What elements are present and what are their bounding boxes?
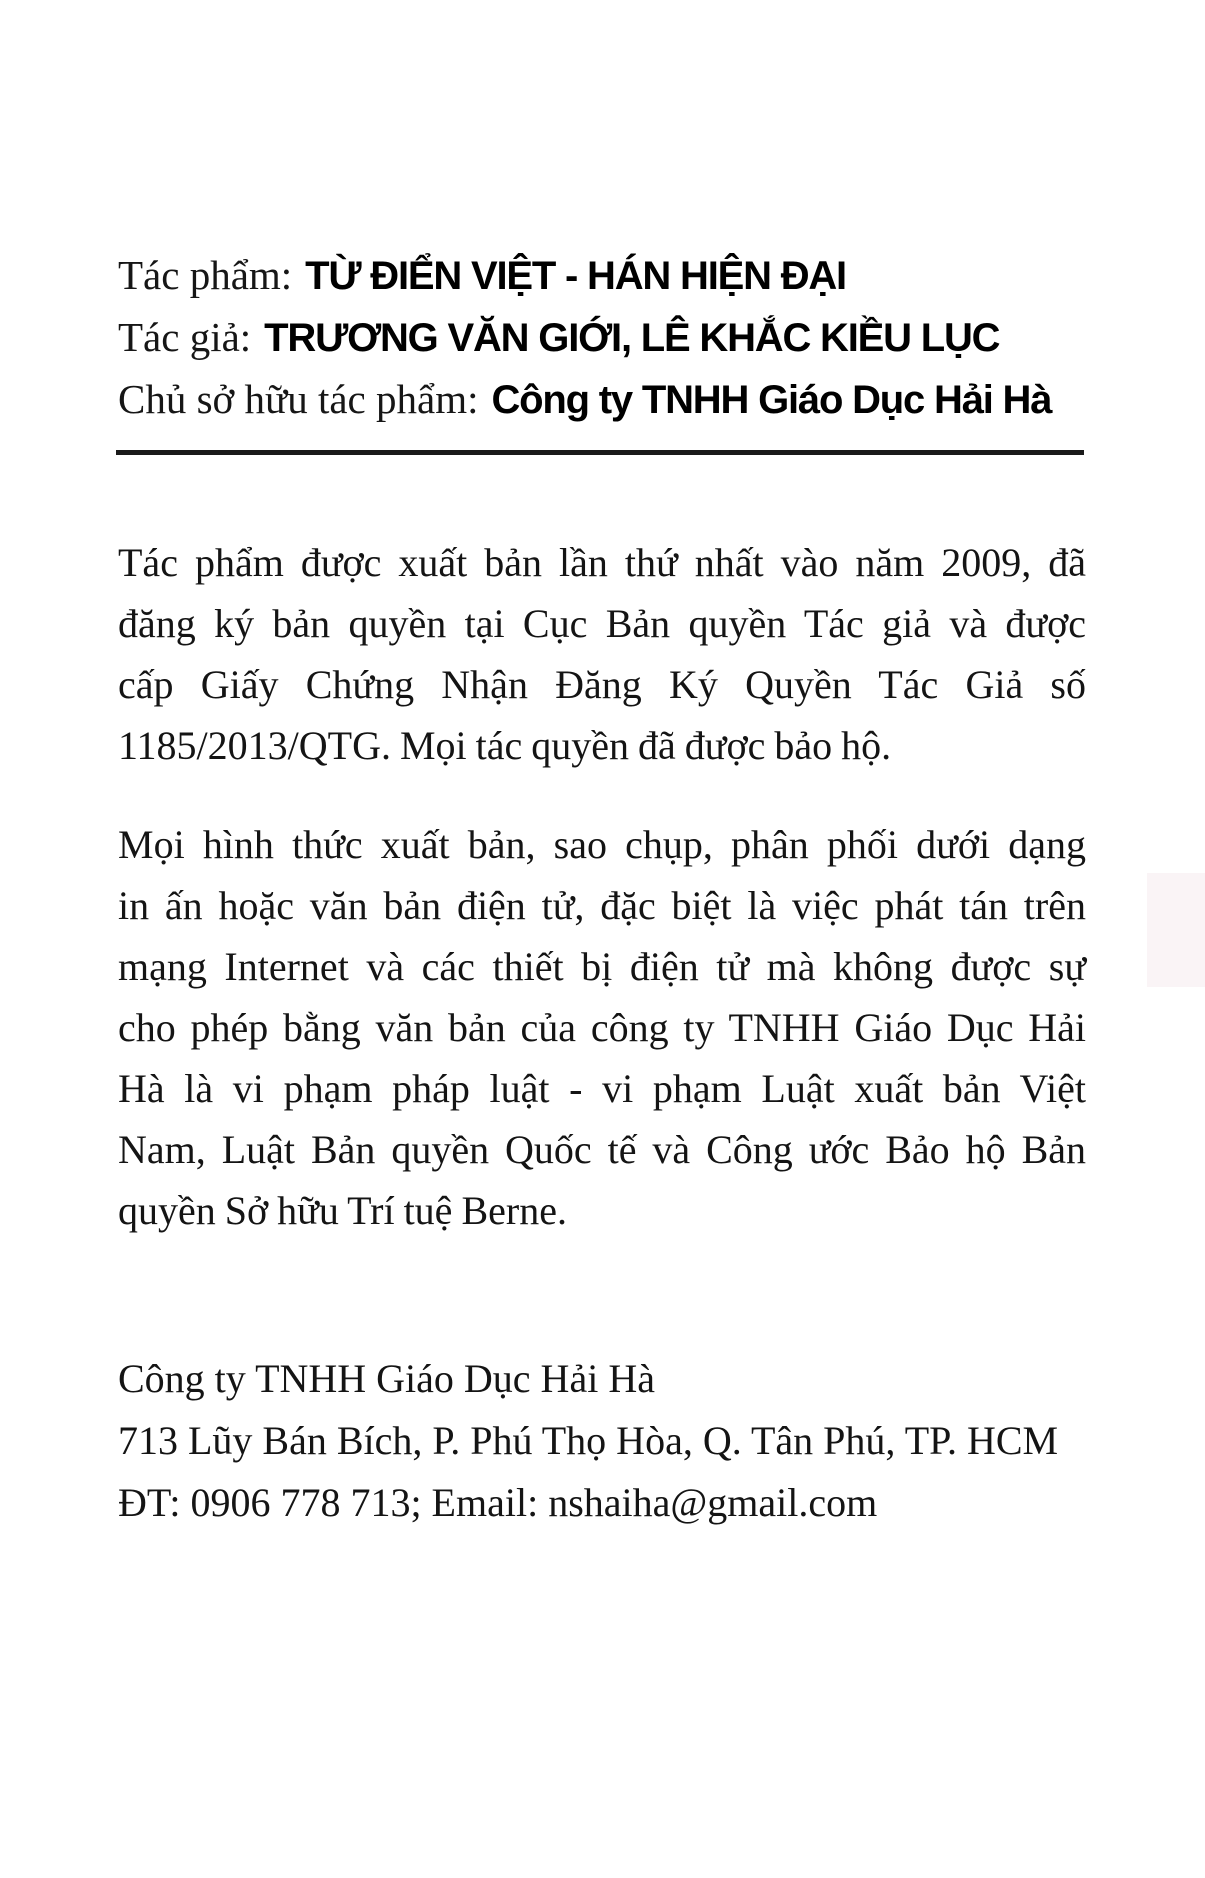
paragraph-line: Tác phẩm được xuất bản lần thứ nhất vào năm 2009, đã <box>118 540 1086 585</box>
paragraph-line: Mọi hình thức xuất bản, sao chụp, phân phối dưới dạng <box>118 822 1086 867</box>
paragraph-line: đăng ký bản quyền tại Cục Bản quyền Tác giả và được <box>118 601 1086 646</box>
contact-block <box>118 1348 1128 1534</box>
owner-row <box>118 368 1128 430</box>
copyright-paragraph <box>118 532 1086 776</box>
paragraph-line: cho phép bằng văn bản của công ty TNHH Giáo Dục Hải <box>118 1005 1086 1050</box>
contact-company: Công ty TNHH Giáo Dục Hải Hà <box>118 1356 655 1401</box>
divider-rule <box>116 450 1084 455</box>
prohibition-paragraph <box>118 814 1086 1241</box>
owner-label: Chủ sở hữu tác phẩm: <box>118 376 479 422</box>
paragraph-line: mạng Internet và các thiết bị điện tử mà không được sự <box>118 944 1086 989</box>
paragraph-line: quyền Sở hữu Trí tuệ Berne. <box>118 1188 567 1233</box>
work-title-row <box>118 244 1128 306</box>
author-row <box>118 306 1128 368</box>
paragraph-line: in ấn hoặc văn bản điện tử, đặc biệt là việc phát tán trên <box>118 883 1086 928</box>
owner-value: Công ty TNHH Giáo Dục Hải Hà <box>491 378 1052 422</box>
contact-address: 713 Lũy Bán Bích, P. Phú Thọ Hòa, Q. Tân Phú, TP. HCM <box>118 1418 1059 1463</box>
paragraph-line: 1185/2013/QTG. Mọi tác quyền đã được bảo hộ. <box>118 723 892 768</box>
work-title-label: Tác phẩm: <box>118 252 293 298</box>
paragraph-line: Nam, Luật Bản quyền Quốc tế và Công ước Bảo hộ Bản <box>118 1127 1086 1172</box>
paragraph-line: Hà là vi phạm pháp luật - vi phạm Luật xuất bản Việt <box>118 1066 1086 1111</box>
page-edge-scan-artifact <box>1147 873 1205 987</box>
work-title-value: TỪ ĐIỂN VIỆT - HÁN HIỆN ĐẠI <box>305 254 846 298</box>
work-info-block <box>118 244 1128 430</box>
contact-phone-email: ĐT: 0906 778 713; Email: nshaiha@gmail.com <box>118 1480 878 1525</box>
author-value: TRƯƠNG VĂN GIỚI, LÊ KHẮC KIỀU LỤC <box>264 316 1000 360</box>
paragraph-line: cấp Giấy Chứng Nhận Đăng Ký Quyền Tác Giả số <box>118 662 1086 707</box>
author-label: Tác giả: <box>118 314 252 360</box>
